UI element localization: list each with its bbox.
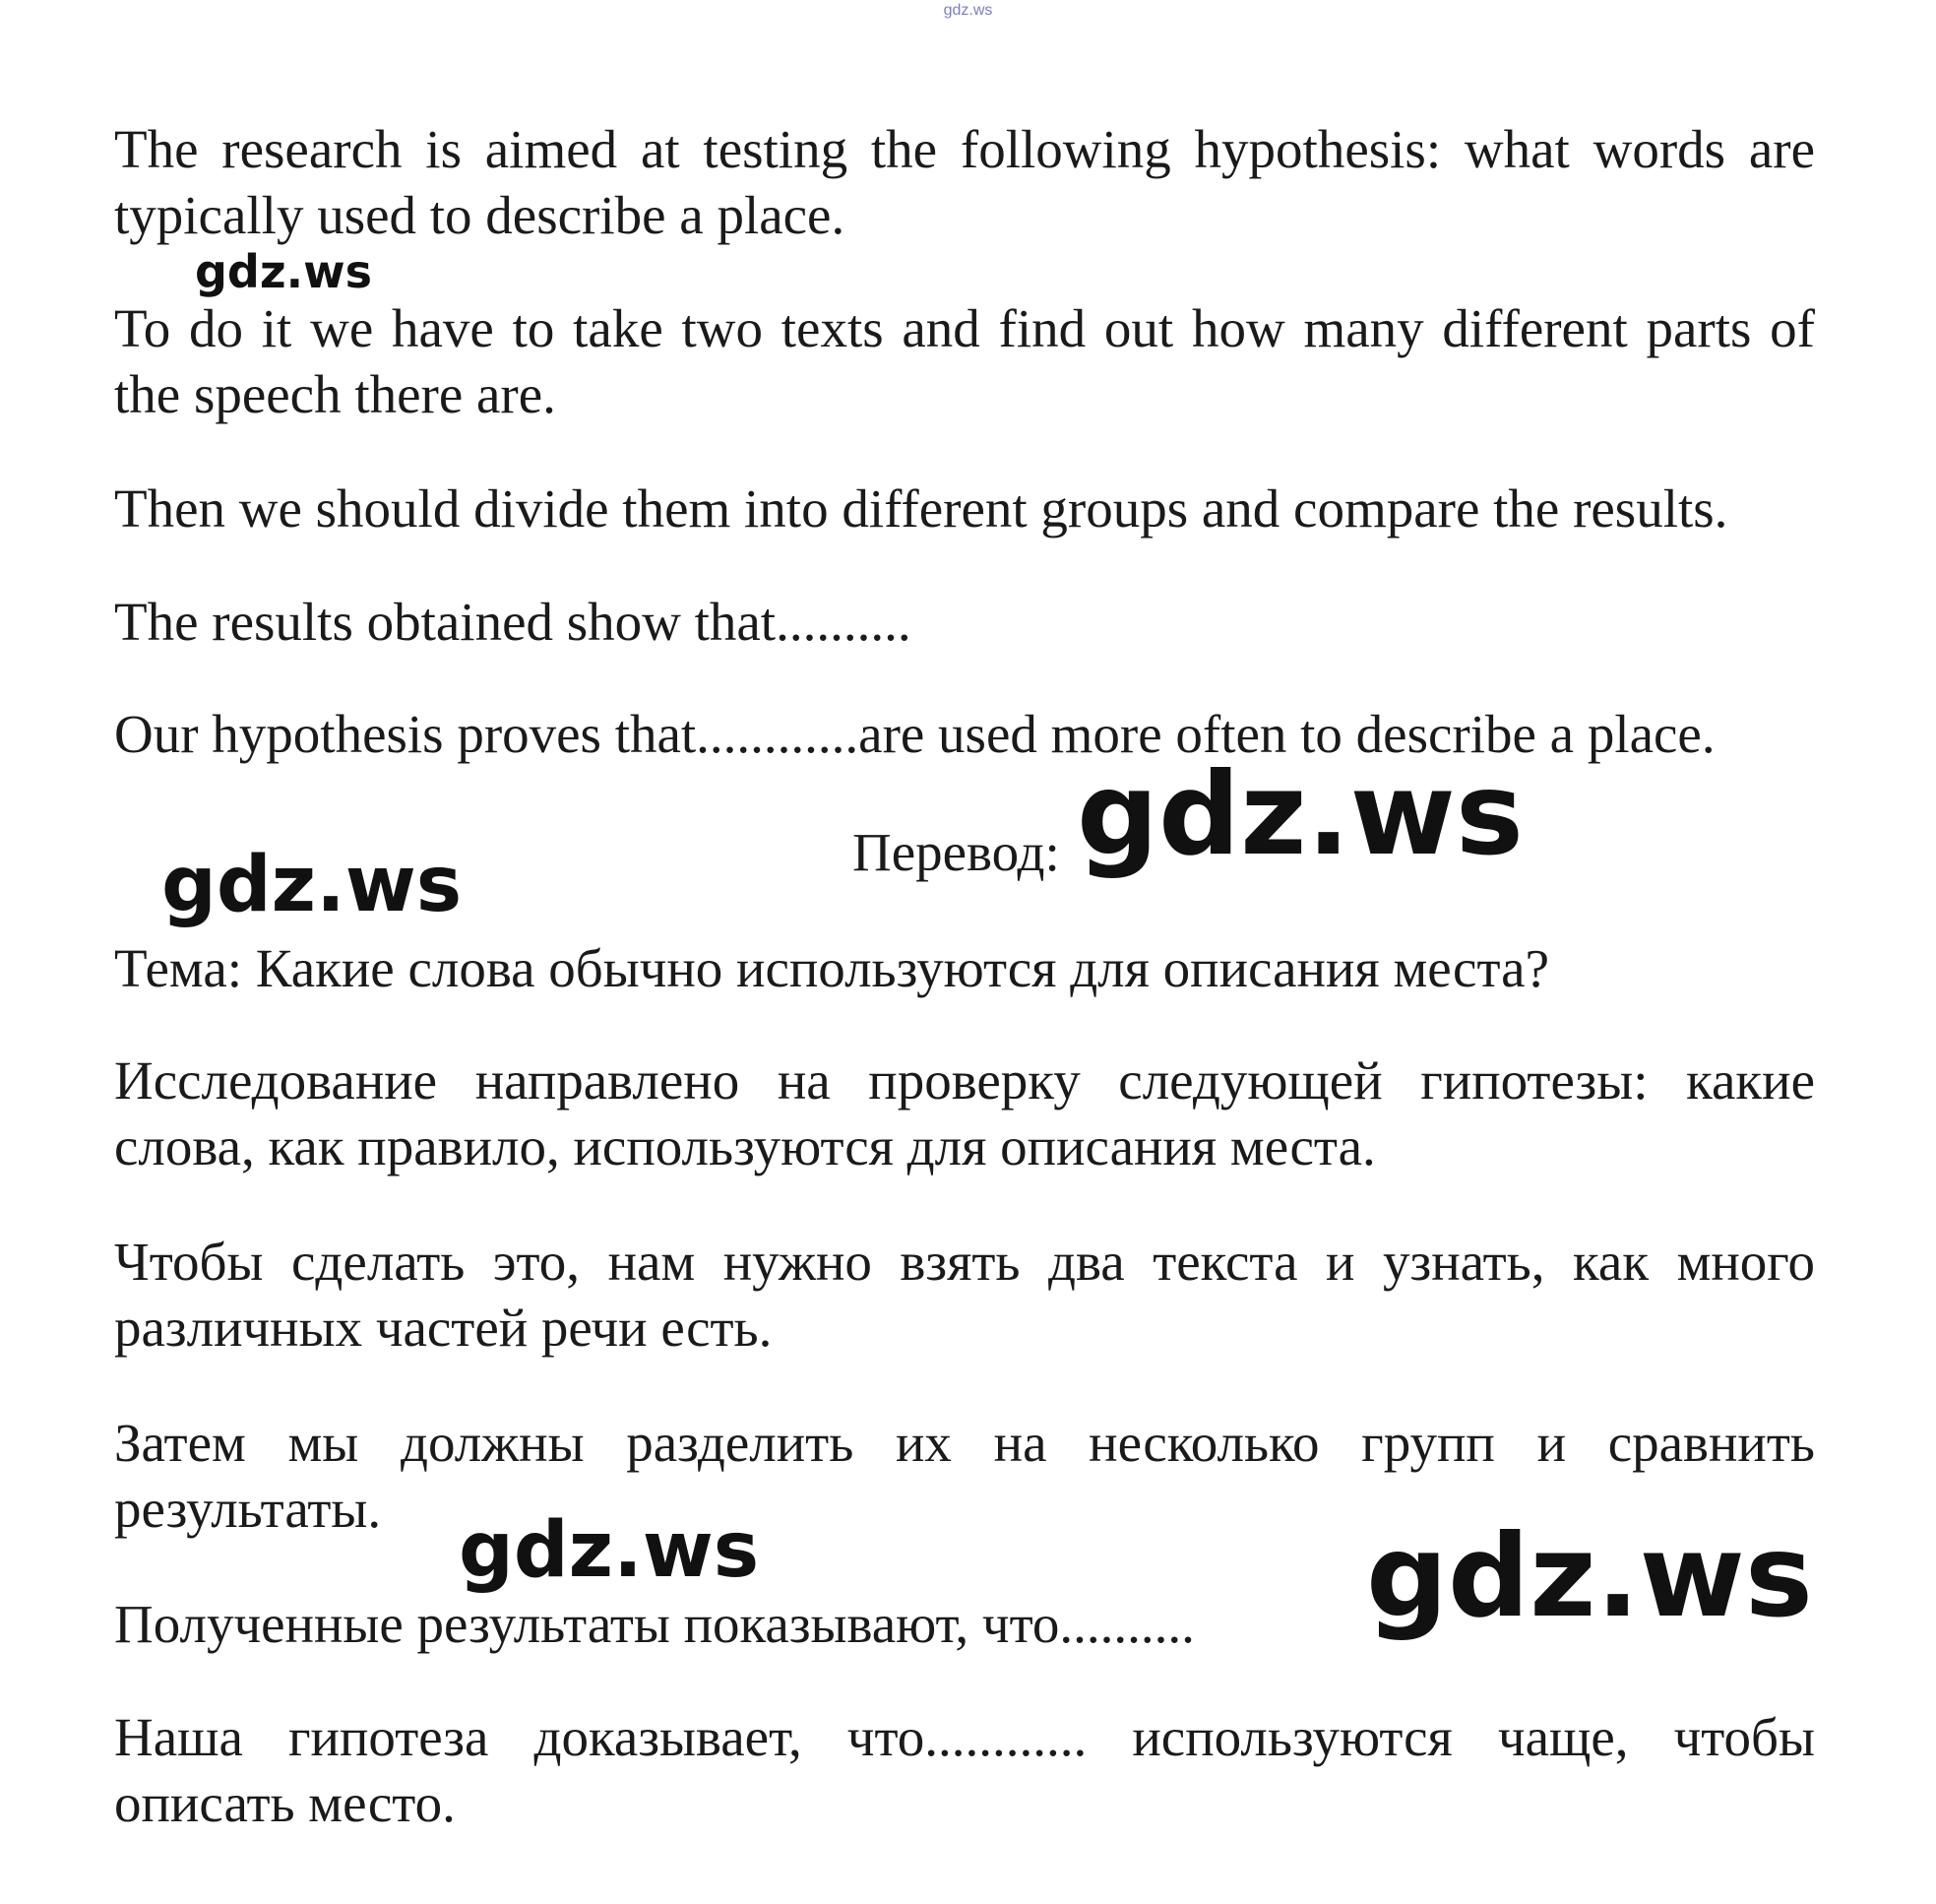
watermark: gdz.ws: [459, 1506, 760, 1595]
english-paragraph-1: The research is aimed at testing the following hypothesis: what words are typically used to describe a place.: [114, 119, 1815, 245]
russian-paragraph-1: Исследование направлено на проверку следующей гипотезы: какие слова, как правило, используются для описания места.: [114, 1050, 1815, 1176]
russian-paragraph-4: Полученные результаты показывают, что..........: [114, 1594, 1195, 1654]
english-paragraph-5: Our hypothesis proves that............are used more often to describe a place.: [114, 704, 1716, 764]
watermark: gdz.ws: [195, 245, 372, 298]
watermark: gdz.ws: [1077, 748, 1524, 881]
watermark: gdz.ws: [1366, 1510, 1813, 1643]
english-paragraph-3: Then we should divide them into different groups and compare the results.: [114, 478, 1728, 539]
translation-heading: Перевод:: [852, 822, 1060, 882]
russian-paragraph-5: Наша гипотеза доказывает, что............ используются чаще, чтобы описать место.: [114, 1707, 1815, 1833]
site-mark: gdz.ws: [943, 2, 993, 19]
english-paragraph-2: To do it we have to take two texts and find out how many different parts of the speech there are.: [114, 298, 1815, 424]
watermark: gdz.ws: [161, 841, 463, 929]
russian-topic: Тема: Какие слова обычно используются для описания места?: [114, 938, 1549, 998]
russian-paragraph-2: Чтобы сделать это, нам нужно взять два текста и узнать, как много различных частей речи есть.: [114, 1232, 1815, 1358]
english-paragraph-4: The results obtained show that..........: [114, 592, 911, 652]
russian-paragraph-3: Затем мы должны разделить их на несколько групп и сравнить результаты.: [114, 1413, 1815, 1539]
